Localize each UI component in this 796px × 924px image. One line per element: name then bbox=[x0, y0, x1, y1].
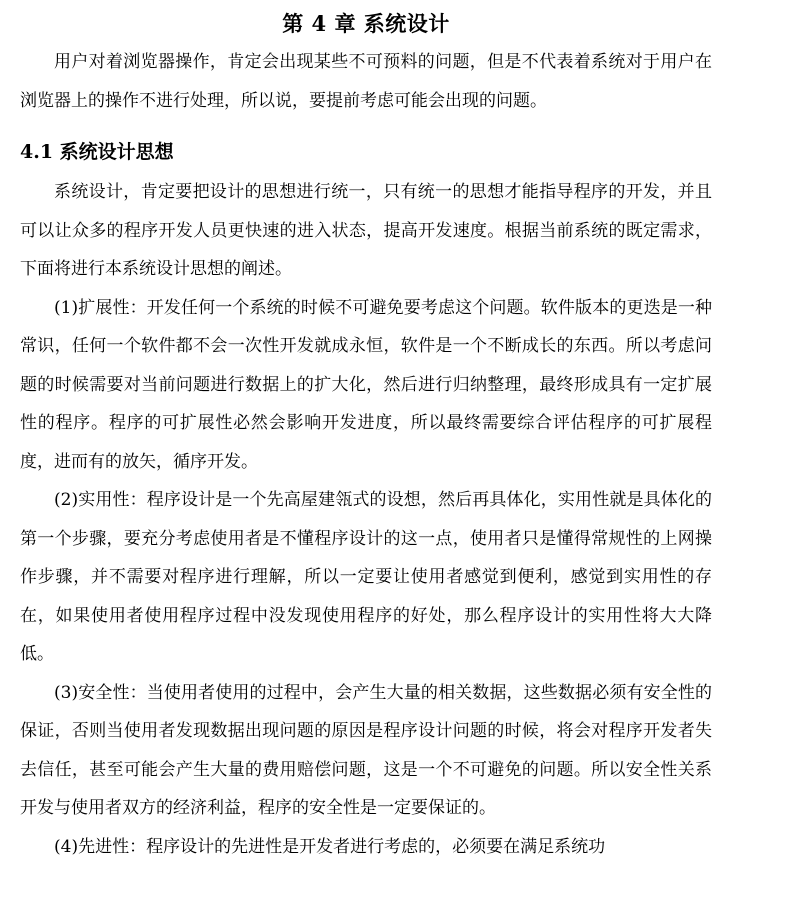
intro-paragraph: 用户对着浏览器操作，肯定会出现某些不可预料的问题，但是不代表着系统对于用户在浏览器上的操作不进行处理，所以说，要提前考虑可能会出现的问题。 bbox=[20, 52, 712, 111]
paragraph-security: (3)安全性：当使用者使用的过程中，会产生大量的相关数据，这些数据必须有安全性的保证，否则当使用者发现数据出现问题的原因是程序设计问题的时候，将会对程序开发者失去信任，甚至可能会产生大量的费用赔偿问题，这是一个不可避免的问题。所以安全性关系开发与使用者双方的经济利益，程序的安全性是一定要保证的。 bbox=[20, 682, 712, 818]
chapter-title: 第 4 章 系统设计 bbox=[282, 11, 450, 36]
paragraph-design-overview: 系统设计，肯定要把设计的思想进行统一，只有统一的思想才能指导程序的开发，并且可以让众多的程序开发人员更快速的进入状态，提高开发速度。根据当前系统的既定需求，下面将进行本系统设计思想的阐述。 bbox=[20, 182, 712, 279]
paragraph-practicality: (2)实用性：程序设计是一个先高屋建瓴式的设想，然后再具体化，实用性就是具体化的第一个步骤，要充分考虑使用者是不懂程序设计的这一点，使用者只是懂得常规性的上网操作步骤，并不需要对程序进行理解，所以一定要让使用者感觉到便利，感觉到实用性的存在，如果使用者使用程序过程中没发现使用程序的好处，那么程序设计的实用性将大大降低。 bbox=[20, 490, 712, 664]
document-page bbox=[20, 0, 712, 866]
paragraph-extensibility: (1)扩展性：开发任何一个系统的时候不可避免要考虑这个问题。软件版本的更迭是一种常识，任何一个软件都不会一次性开发就成永恒，软件是一个不断成长的东西。所以考虑问题的时候需要对当前问题进行数据上的扩大化，然后进行归纳整理，最终形成具有一定扩展性的程序。程序的可扩展性必然会影响开发进度，所以最终需要综合评估程序的可扩展程度，进而有的放矢，循序开发。 bbox=[20, 297, 712, 472]
paragraph-advancement: (4)先进性：程序设计的先进性是开发者进行考虑的，必须要在满足系统功 bbox=[54, 836, 606, 857]
section-title: 4.1 系统设计思想 bbox=[20, 141, 174, 163]
